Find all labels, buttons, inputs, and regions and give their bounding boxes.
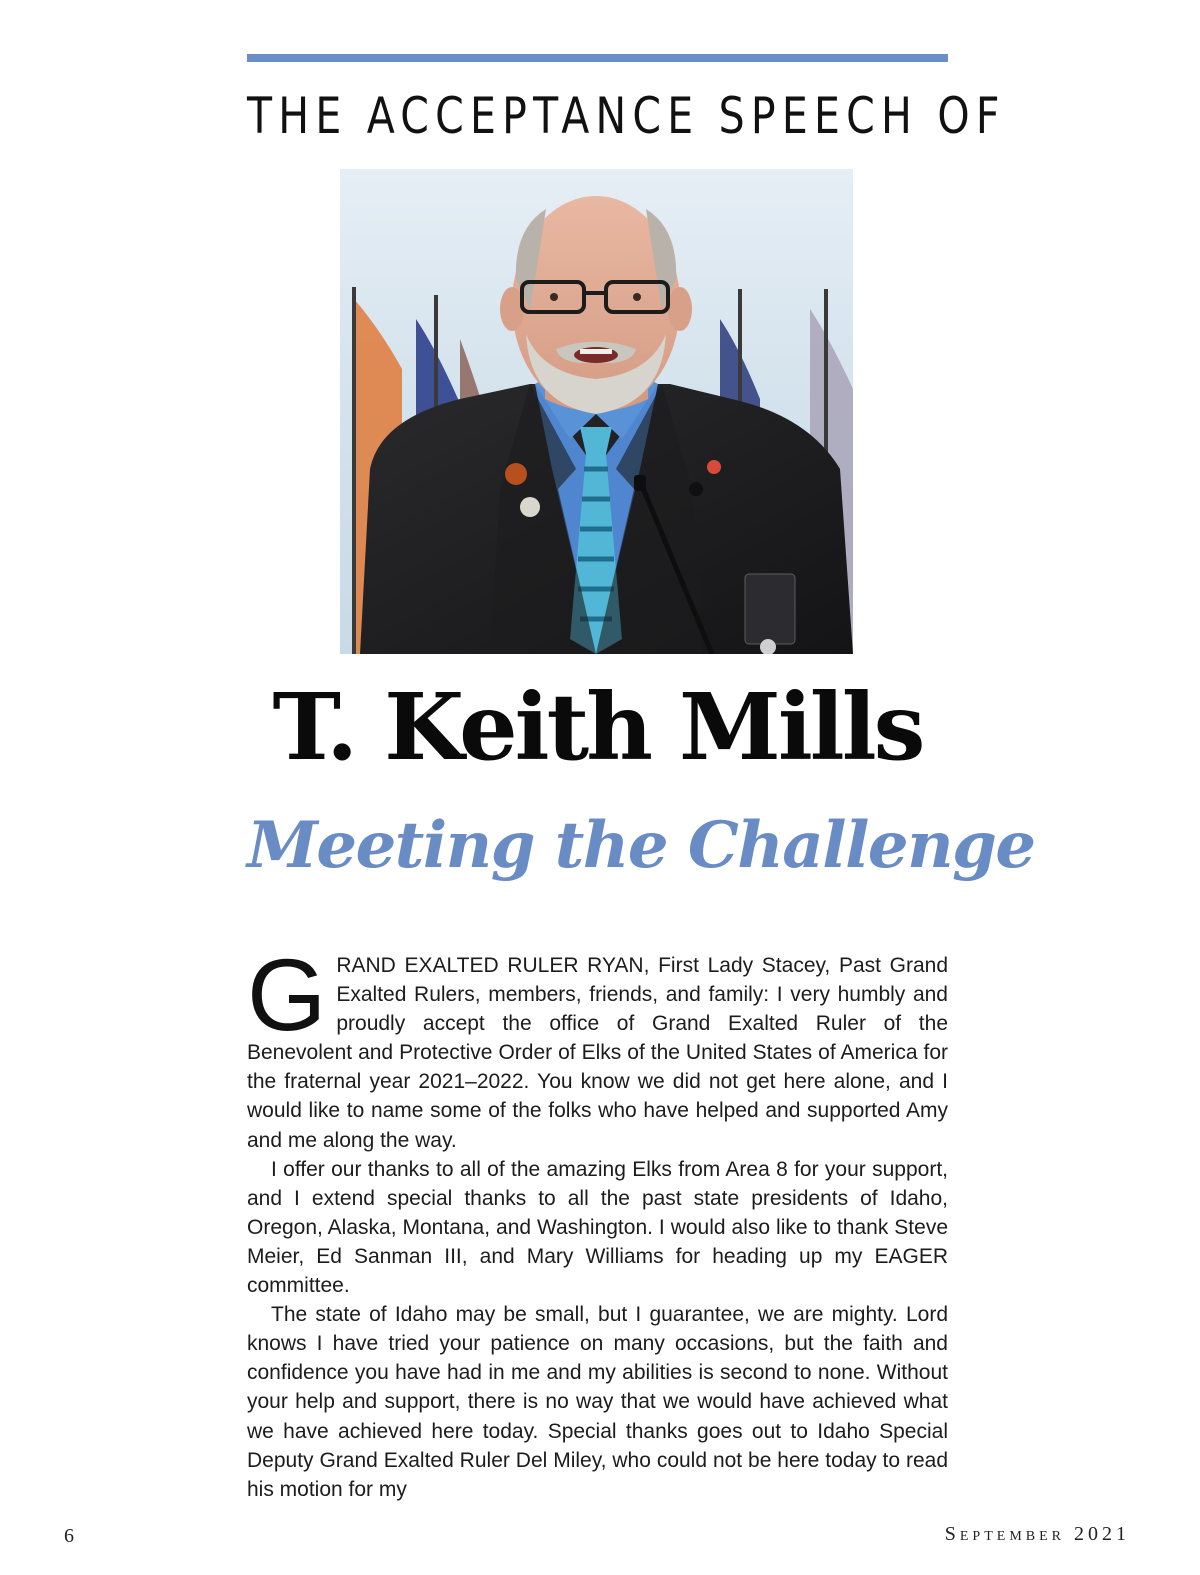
speaker-name-heading: T. Keith Mills <box>272 673 923 781</box>
article-subtitle: Meeting the Challenge <box>247 808 1035 883</box>
paragraph-1 <box>247 938 948 1155</box>
article-body <box>247 938 948 1504</box>
page-number: 6 <box>64 1525 74 1547</box>
speaker-portrait-photo <box>340 169 853 654</box>
article-kicker: THE ACCEPTANCE SPEECH OF <box>247 87 1006 145</box>
paragraph-3: The state of Idaho may be small, but I guarantee, we are mighty. Lord knows I have tried your patience on many occasions, but the faith and confidence you have had in me and my abilities is second to none. Without your help and support, there is no way that we would have achieved what we have achieved here today. Special thanks goes out to Idaho Special Deputy Grand Exalted Ruler Del Miley, who could not be here today to read his motion for my <box>247 1303 948 1501</box>
paragraph-2: I offer our thanks to all of the amazing Elks from Area 8 for your support, and I extend special thanks to all the past state presidents of Idaho, Oregon, Alaska, Montana, and Washington. I would also like to thank Steve Meier, Ed Sanman III, and Mary Williams for heading up my EAGER committee. <box>247 1157 948 1298</box>
drop-cap: G <box>247 938 327 1052</box>
header-accent-rule <box>247 54 948 62</box>
paragraph-1-text: RAND EXALTED RULER RYAN, First Lady Stacey, Past Grand Exalted Rulers, members, friends, and family: I very humbly and proudly accept the office of Grand Exalted Ruler of the Benevolent and Protective Order of Elks of the United States of America for the fraternal year 2021–2022. You know we did not get here alone, and I would like to name some of the folks who have helped and supported Amy and me along the way. <box>247 954 948 1152</box>
issue-date: September 2021 <box>944 1523 1130 1545</box>
